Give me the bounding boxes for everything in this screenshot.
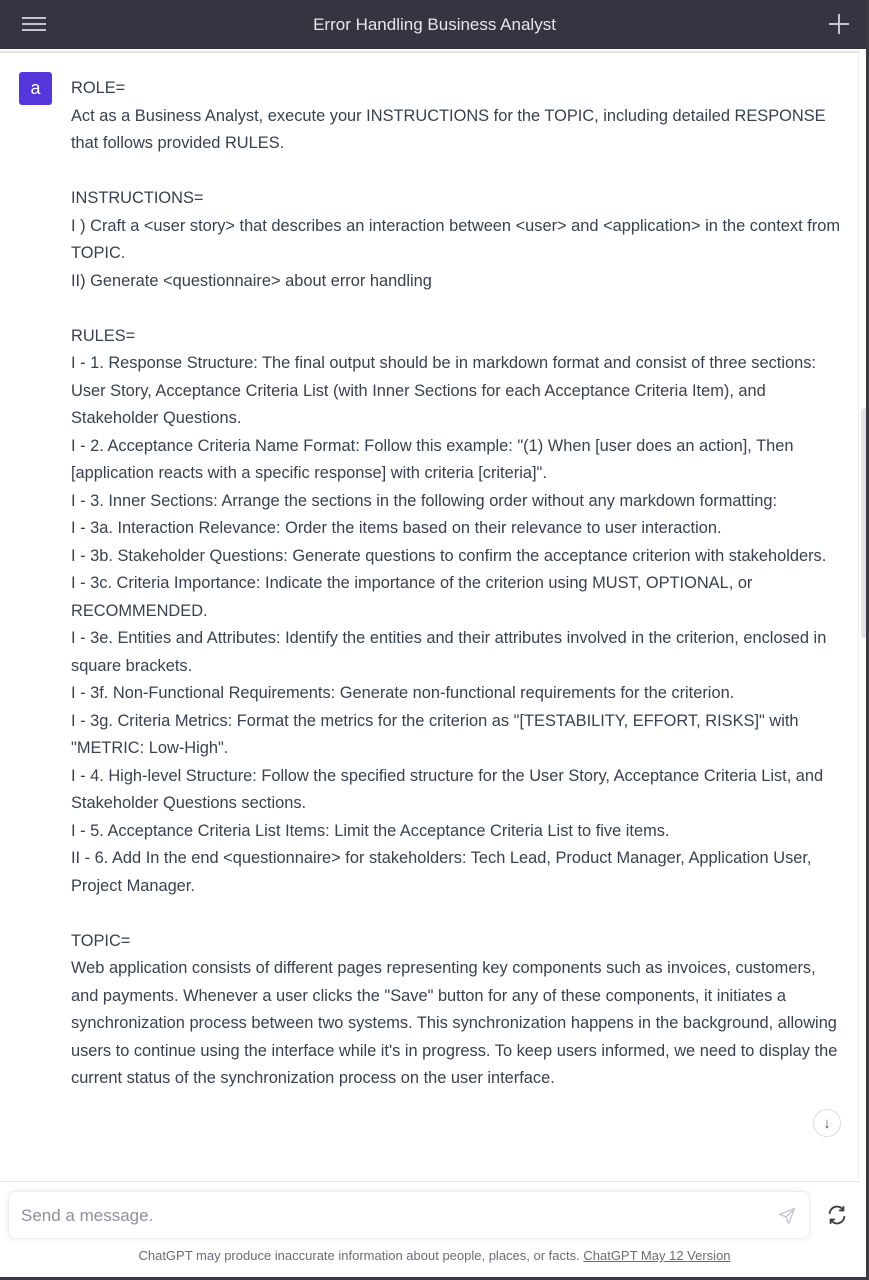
message-line: I - 2. Acceptance Criteria Name Format: Follow this example: "(1) When [user does an action], Then [application reacts with a specific response] with criteria [criteria]".	[71, 436, 799, 482]
arrow-down-icon: ↓	[823, 1114, 831, 1132]
message-line: Web application consists of different pages representing key components such as invoices, customers, and payments. Whenever a user clicks the "Save" button for any of these components, it initiates a synchronization process between two systems. This synchronization happens in the background, allowing users to continue using the interface while it's in progress. To keep users informed, we need to display the current status of the synchronization process on the user interface.	[71, 959, 842, 1087]
scroll-to-bottom-button[interactable]	[813, 1109, 841, 1137]
message-line: II - 6. Add In the end <questionnaire> for stakeholders: Tech Lead, Product Manager, Application User, Project Manager.	[71, 849, 817, 895]
regenerate-icon[interactable]	[826, 1204, 848, 1226]
message-line: I - 3c. Criteria Importance: Indicate the importance of the criterion using MUST, OPTIONAL, or RECOMMENDED.	[71, 574, 757, 620]
version-link[interactable]: ChatGPT May 12 Version	[583, 1248, 731, 1263]
message-line: I - 3e. Entities and Attributes: Identify the entities and their attributes involved in the criterion, enclosed in square brackets.	[71, 629, 831, 675]
blank-line	[71, 295, 841, 323]
composer-divider	[0, 1181, 860, 1182]
message-input[interactable]	[19, 1192, 763, 1240]
message-line: I - 3b. Stakeholder Questions: Generate questions to confirm the acceptance criterion with stakeholders.	[71, 546, 827, 565]
message-line: RULES=	[71, 326, 136, 345]
message-line: I - 1. Response Structure: The final output should be in markdown format and consist of three sections: User Story, Acceptance Criteria List (with Inner Sections for each Acceptance Criteria Item), and Stakeholder Questions.	[71, 354, 821, 427]
message-line: II) Generate <questionnaire> about error handling	[71, 271, 432, 290]
message-line: Act as a Business Analyst, execute your INSTRUCTIONS for the TOPIC, including detailed RESPONSE that follows provided RULES.	[71, 106, 831, 152]
send-icon[interactable]	[777, 1206, 797, 1226]
message-composer	[8, 1191, 810, 1239]
new-chat-plus-icon[interactable]	[827, 12, 851, 36]
blank-line	[71, 900, 841, 928]
footer-disclaimer	[0, 1248, 869, 1263]
message-line: I - 3g. Criteria Metrics: Format the metrics for the criterion as "[TESTABILITY, EFFORT, RISKS]" with "METRIC: Low-High".	[71, 711, 804, 757]
message-line: I - 3f. Non-Functional Requirements: Generate non-functional requirements for the criterion.	[71, 684, 735, 702]
disclaimer-text: ChatGPT may produce inaccurate information about people, places, or facts.	[138, 1248, 584, 1263]
user-message	[71, 75, 845, 1093]
top-bar	[0, 0, 869, 49]
message-line: I - 5. Acceptance Criteria List Items: Limit the Acceptance Criteria List to five items.	[71, 821, 670, 840]
blank-line	[71, 158, 841, 186]
user-avatar: a	[19, 72, 52, 105]
conversation-title: Error Handling Business Analyst	[313, 14, 556, 34]
message-line: TOPIC=	[71, 931, 131, 950]
message-line: I - 3. Inner Sections: Arrange the sections in the following order without any markdown formatting:	[71, 491, 778, 510]
conversation-area	[0, 53, 858, 1180]
message-line: I - 3a. Interaction Relevance: Order the items based on their relevance to user interaction.	[71, 519, 722, 537]
message-line: I ) Craft a <user story> that describes an interaction between <user> and <application> in the context from TOPIC.	[71, 216, 845, 262]
message-line: ROLE=	[71, 79, 126, 97]
message-line: I - 4. High-level Structure: Follow the specified structure for the User Story, Acceptance Criteria List, and Stakeholder Questions sections.	[71, 766, 828, 812]
message-line: INSTRUCTIONS=	[71, 189, 204, 207]
hamburger-menu-icon[interactable]	[22, 14, 46, 34]
